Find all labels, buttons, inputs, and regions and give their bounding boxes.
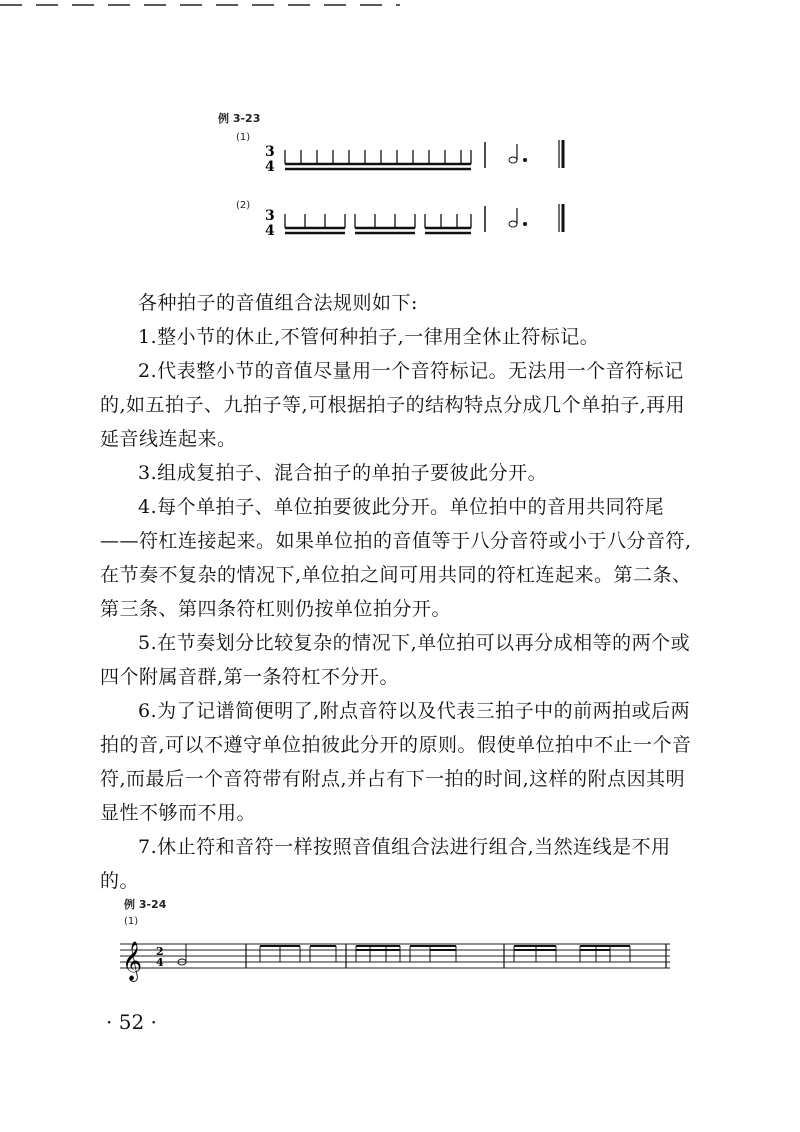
final-barline — [559, 140, 563, 168]
rhythm-line-1 — [255, 136, 585, 186]
sixteenth-notes-measure-3 — [356, 946, 456, 962]
dotted-half-note — [509, 208, 527, 227]
rule-1: 1.整小节的休止,不管何种拍子,一律用全休止符标记。 — [138, 326, 600, 348]
final-barline — [559, 204, 563, 232]
top-dashed-rule — [0, 3, 400, 7]
time-signature-top: 2 — [156, 945, 164, 958]
rule-2: 2.代表整小节的音值尽量用一个音符标记。无法用一个音符标记的,如五拍子、九拍子等,可根据拍子的结构特点分成几个单拍子,再用延音线连起来。 — [100, 360, 686, 450]
example-3-24-part1-label: (1) — [124, 916, 139, 927]
beamed-sixteenth-notes-grouped — [285, 214, 471, 233]
time-signature-top: 3 — [265, 144, 275, 160]
intro-paragraph: 各种拍子的音值组合法规则如下: — [138, 292, 418, 314]
rule-5: 5.在节奏划分比较复杂的情况下,单位拍可以再分成相等的两个或四个附属音群,第一条符杠不分开。 — [100, 632, 691, 688]
eighth-notes-measure-2 — [260, 946, 336, 962]
staff-example-3-24 — [110, 930, 680, 990]
rhythm-line-2 — [255, 200, 585, 250]
rule-3: 3.组成复拍子、混合拍子的单拍子要彼此分开。 — [138, 462, 548, 484]
treble-clef-icon: 𝄞 — [122, 941, 143, 981]
example-3-24-label: 例 3-24 — [124, 898, 167, 911]
example-3-23-label: 例 3-23 — [218, 112, 261, 125]
beamed-sixteenth-notes — [285, 150, 471, 169]
time-signature-top: 3 — [265, 208, 275, 224]
rule-6: 6.为了记谱简便明了,附点音符以及代表三拍子中的前两拍或后两拍的音,可以不遵守单位拍彼此分开的原则。假使单位拍中不止一个音符,而最后一个音符带有附点,并占有下一拍的时间,这样的附点因其明显性不够而不用。 — [100, 700, 692, 824]
dotted-half-note — [509, 144, 527, 163]
rule-4: 4.每个单拍子、单位拍要彼此分开。单位拍中的音用共同符尾——符杠连接起来。如果单位拍的音值等于八分音符或小于八分音符,在节奏不复杂的情况下,单位拍之间可用共同的符杠连起来。第二条、第三条、第四条符杠则仍按单位拍分开。 — [100, 496, 692, 620]
staff-lines — [120, 944, 670, 968]
time-signature-bottom: 4 — [265, 223, 275, 239]
example-3-23-part2-label: (2) — [236, 200, 251, 211]
time-signature-bottom: 4 — [265, 159, 275, 175]
rule-7: 7.休止符和音符一样按照音值组合法进行组合,当然连线是不用的。 — [100, 836, 671, 892]
time-signature-bottom: 4 — [156, 956, 164, 969]
page-number: · 52 · — [106, 1010, 157, 1034]
sixteenth-notes-measure-4 — [514, 946, 630, 962]
example-3-23-part1-label: (1) — [236, 132, 251, 143]
